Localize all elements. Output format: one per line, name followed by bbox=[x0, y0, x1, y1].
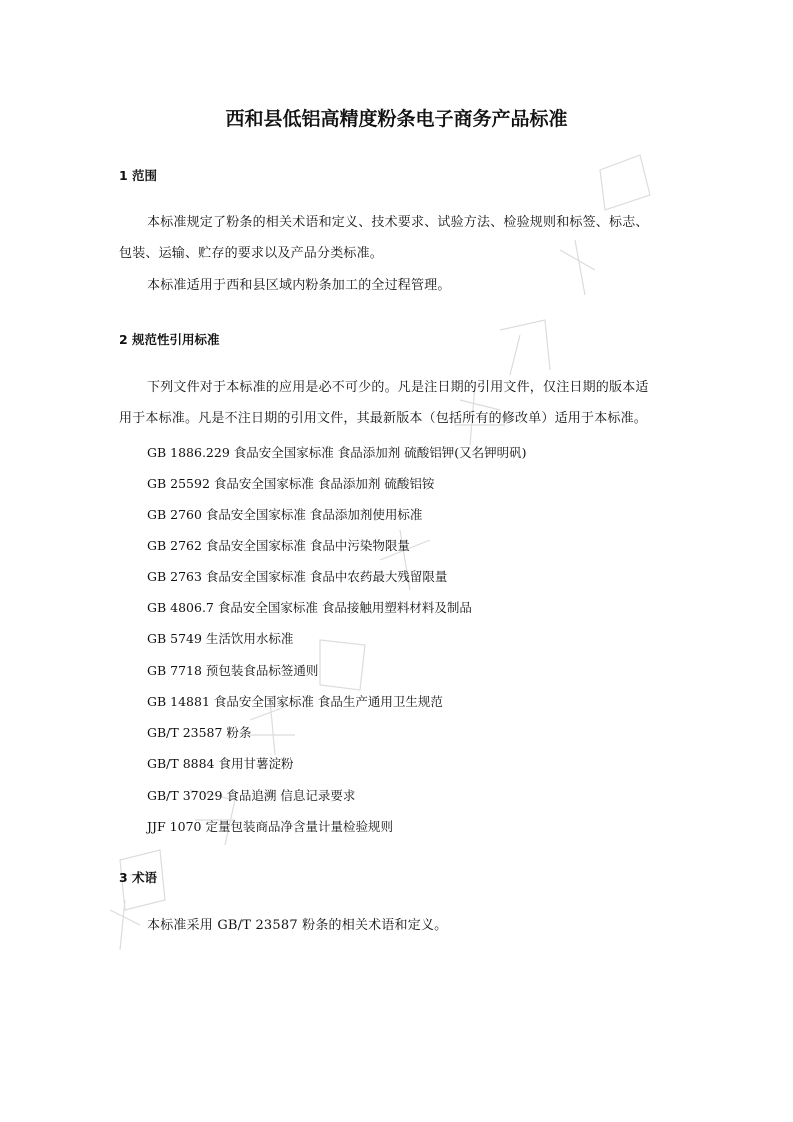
section-3-heading: 3 术语 bbox=[119, 870, 158, 885]
section-1-paragraph-1-line-1: 本标准规定了粉条的相关术语和定义、技术要求、试验方法、检验规则和标签、标志、 bbox=[147, 215, 649, 230]
section-3-paragraph-1: 本标准采用 GB/T 23587 粉条的相关术语和定义。 bbox=[147, 918, 448, 933]
reference-item: GB 4806.7 食品安全国家标准 食品接触用塑料材料及制品 bbox=[147, 600, 472, 615]
page-title: 西和县低铝高精度粉条电子商务产品标准 bbox=[225, 108, 568, 130]
section-1-paragraph-2: 本标准适用于西和县区域内粉条加工的全过程管理。 bbox=[147, 278, 451, 293]
reference-item: GB/T 23587 粉条 bbox=[147, 725, 252, 740]
reference-item: GB 14881 食品安全国家标准 食品生产通用卫生规范 bbox=[147, 694, 443, 709]
reference-item: GB 7718 预包装食品标签通则 bbox=[147, 663, 319, 678]
section-2-heading: 2 规范性引用标准 bbox=[119, 332, 220, 347]
reference-item: GB 1886.229 食品安全国家标准 食品添加剂 硫酸铝钾(又名钾明矾) bbox=[147, 445, 527, 460]
section-1-heading: 1 范围 bbox=[119, 168, 158, 183]
section-2-paragraph-1-line-1: 下列文件对于本标准的应用是必不可少的。凡是注日期的引用文件，仅注日期的版本适 bbox=[147, 380, 649, 395]
reference-item: GB 2760 食品安全国家标准 食品添加剂使用标准 bbox=[147, 507, 423, 522]
reference-item: GB/T 8884 食用甘薯淀粉 bbox=[147, 756, 294, 771]
reference-item: JJF 1070 定量包装商品净含量计量检验规则 bbox=[147, 819, 393, 834]
reference-item: GB 5749 生活饮用水标准 bbox=[147, 631, 294, 646]
reference-item: GB/T 37029 食品追溯 信息记录要求 bbox=[147, 788, 356, 803]
reference-item: GB 25592 食品安全国家标准 食品添加剂 硫酸铝铵 bbox=[147, 476, 435, 491]
section-1-paragraph-1-line-2: 包装、运输、贮存的要求以及产品分类标准。 bbox=[119, 246, 384, 261]
reference-item: GB 2763 食品安全国家标准 食品中农药最大残留限量 bbox=[147, 569, 448, 584]
reference-item: GB 2762 食品安全国家标准 食品中污染物限量 bbox=[147, 538, 410, 553]
section-2-paragraph-1-line-2: 用于本标准。凡是不注日期的引用文件，其最新版本（包括所有的修改单）适用于本标准。 bbox=[119, 411, 648, 426]
